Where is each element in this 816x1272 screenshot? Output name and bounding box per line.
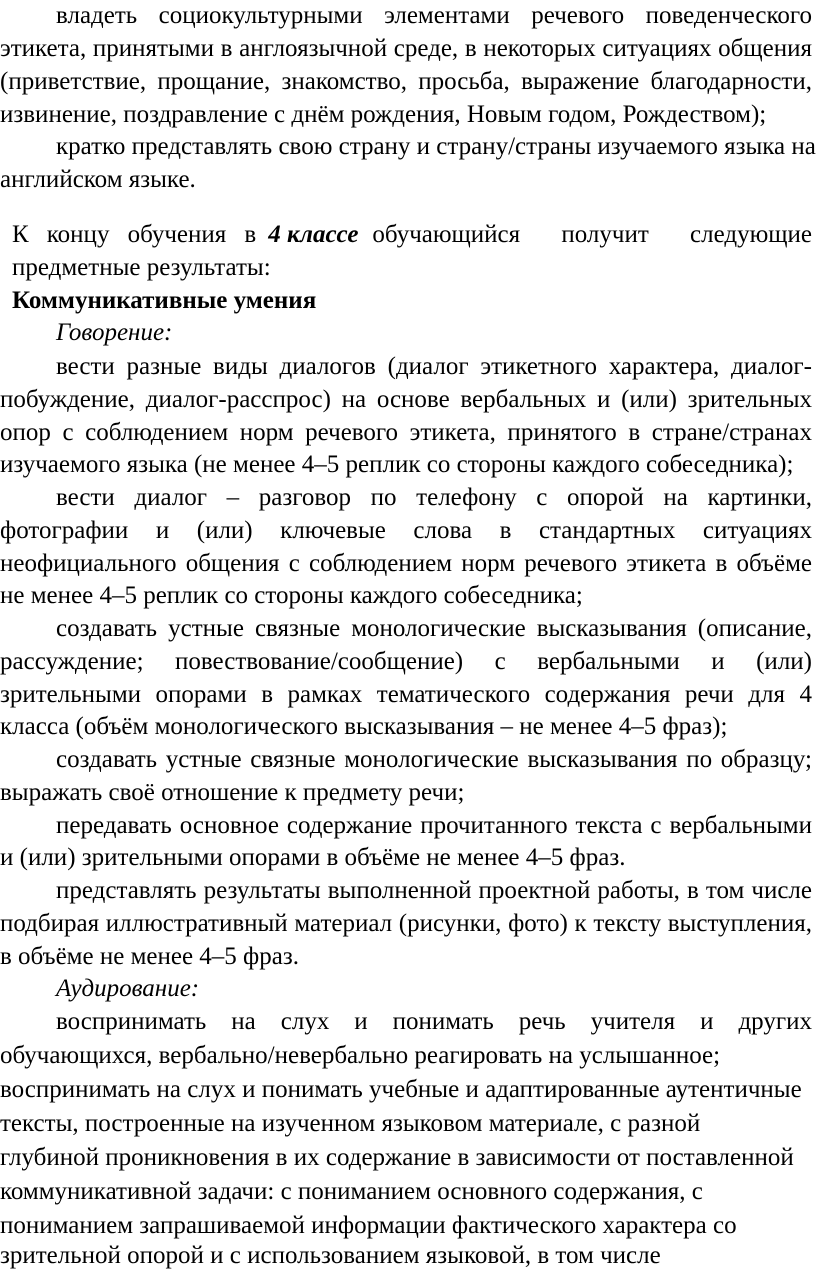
text-line: создавать устные связные монологические высказывания по образцу; <box>56 746 812 773</box>
text-line: глубиной проникновения в их содержание в зависимости от поставленной <box>0 1144 794 1171</box>
text-line: в объёме не менее 4–5 фраз. <box>0 943 299 970</box>
text-line: рассуждение; повествование/сообщение) с вербальными и (или) <box>0 648 812 675</box>
text-line: (приветствие, прощание, знакомство, просьба, выражение благодарности, <box>0 68 812 95</box>
text-line: коммуникативной задачи: с пониманием основного содержания, с <box>0 1178 703 1205</box>
text-line: передавать основное содержание прочитанного текста с вербальными <box>56 812 812 839</box>
text-line: не менее 4–5 реплик со стороны каждого собеседника; <box>0 582 583 609</box>
intro-line <box>12 219 812 251</box>
intro-text-pre: К концу обучения в <box>12 221 257 248</box>
text-line: извинение, поздравление с днём рождения, Новым годом, Рождеством); <box>0 101 767 128</box>
text-line: фотографии и (или) ключевые слова в стандартных ситуациях <box>0 517 812 544</box>
grade-emphasis: 4 классе <box>268 221 359 248</box>
listening-heading: Аудирование: <box>56 975 200 1002</box>
text-line: владеть социокультурными элементами речевого поведенческого <box>56 2 812 29</box>
text-line: зрительной опорой и с использованием языковой, в том числе <box>0 1242 661 1269</box>
text-line: изучаемого языка (не менее 4–5 реплик со стороны каждого собеседника); <box>0 451 794 478</box>
text-line: выражать своё отношение к предмету речи; <box>0 779 465 806</box>
text-line: кратко представлять свою страну и страну/страны изучаемого языка на <box>56 133 816 160</box>
text-line: зрительными опорами в рамках тематического содержания речи для 4 <box>0 681 812 708</box>
intro-line-2: предметные результаты: <box>12 254 271 281</box>
text-line: подбирая иллюстративный материал (рисунки, фото) к тексту выступления, <box>0 910 812 937</box>
section-heading: Коммуникативные умения <box>12 287 317 314</box>
text-line: пониманием запрашиваемой информации фактического характера со <box>0 1212 737 1239</box>
text-line: вести разные виды диалогов (диалог этикетного характера, диалог- <box>56 353 812 380</box>
text-line: этикета, принятыми в англоязычной среде, в некоторых ситуациях общения <box>0 35 812 62</box>
text-line: опор с соблюдением норм речевого этикета, принятого в стране/странах <box>0 419 812 446</box>
text-line: английском языке. <box>0 166 196 193</box>
text-line: неофициального общения с соблюдением норм речевого этикета в объёме <box>0 550 812 577</box>
text-line: воспринимать на слух и понимать учебные и адаптированные аутентичные <box>0 1076 802 1103</box>
text-line: класса (объём монологического высказывания – не менее 4–5 фраз); <box>0 713 728 740</box>
speaking-heading: Говорение: <box>56 319 173 346</box>
text-line: побуждение, диалог-расспрос) на основе вербальных и (или) зрительных <box>0 386 812 413</box>
text-line: тексты, построенные на изученном языковом материале, с разной <box>0 1110 701 1137</box>
intro-text-post: обучающийся получит следующие <box>372 221 812 248</box>
text-line: и (или) зрительными опорами в объёме не менее 4–5 фраз. <box>0 844 626 871</box>
text-line: представлять результаты выполненной проектной работы, в том числе <box>56 877 812 904</box>
text-line: создавать устные связные монологические высказывания (описание, <box>56 615 812 642</box>
text-line: обучающихся, вербально/невербально реагировать на услышанное; <box>0 1042 721 1069</box>
text-line: воспринимать на слух и понимать речь учителя и других <box>56 1008 812 1035</box>
text-line: вести диалог – разговор по телефону с опорой на картинки, <box>56 484 812 511</box>
